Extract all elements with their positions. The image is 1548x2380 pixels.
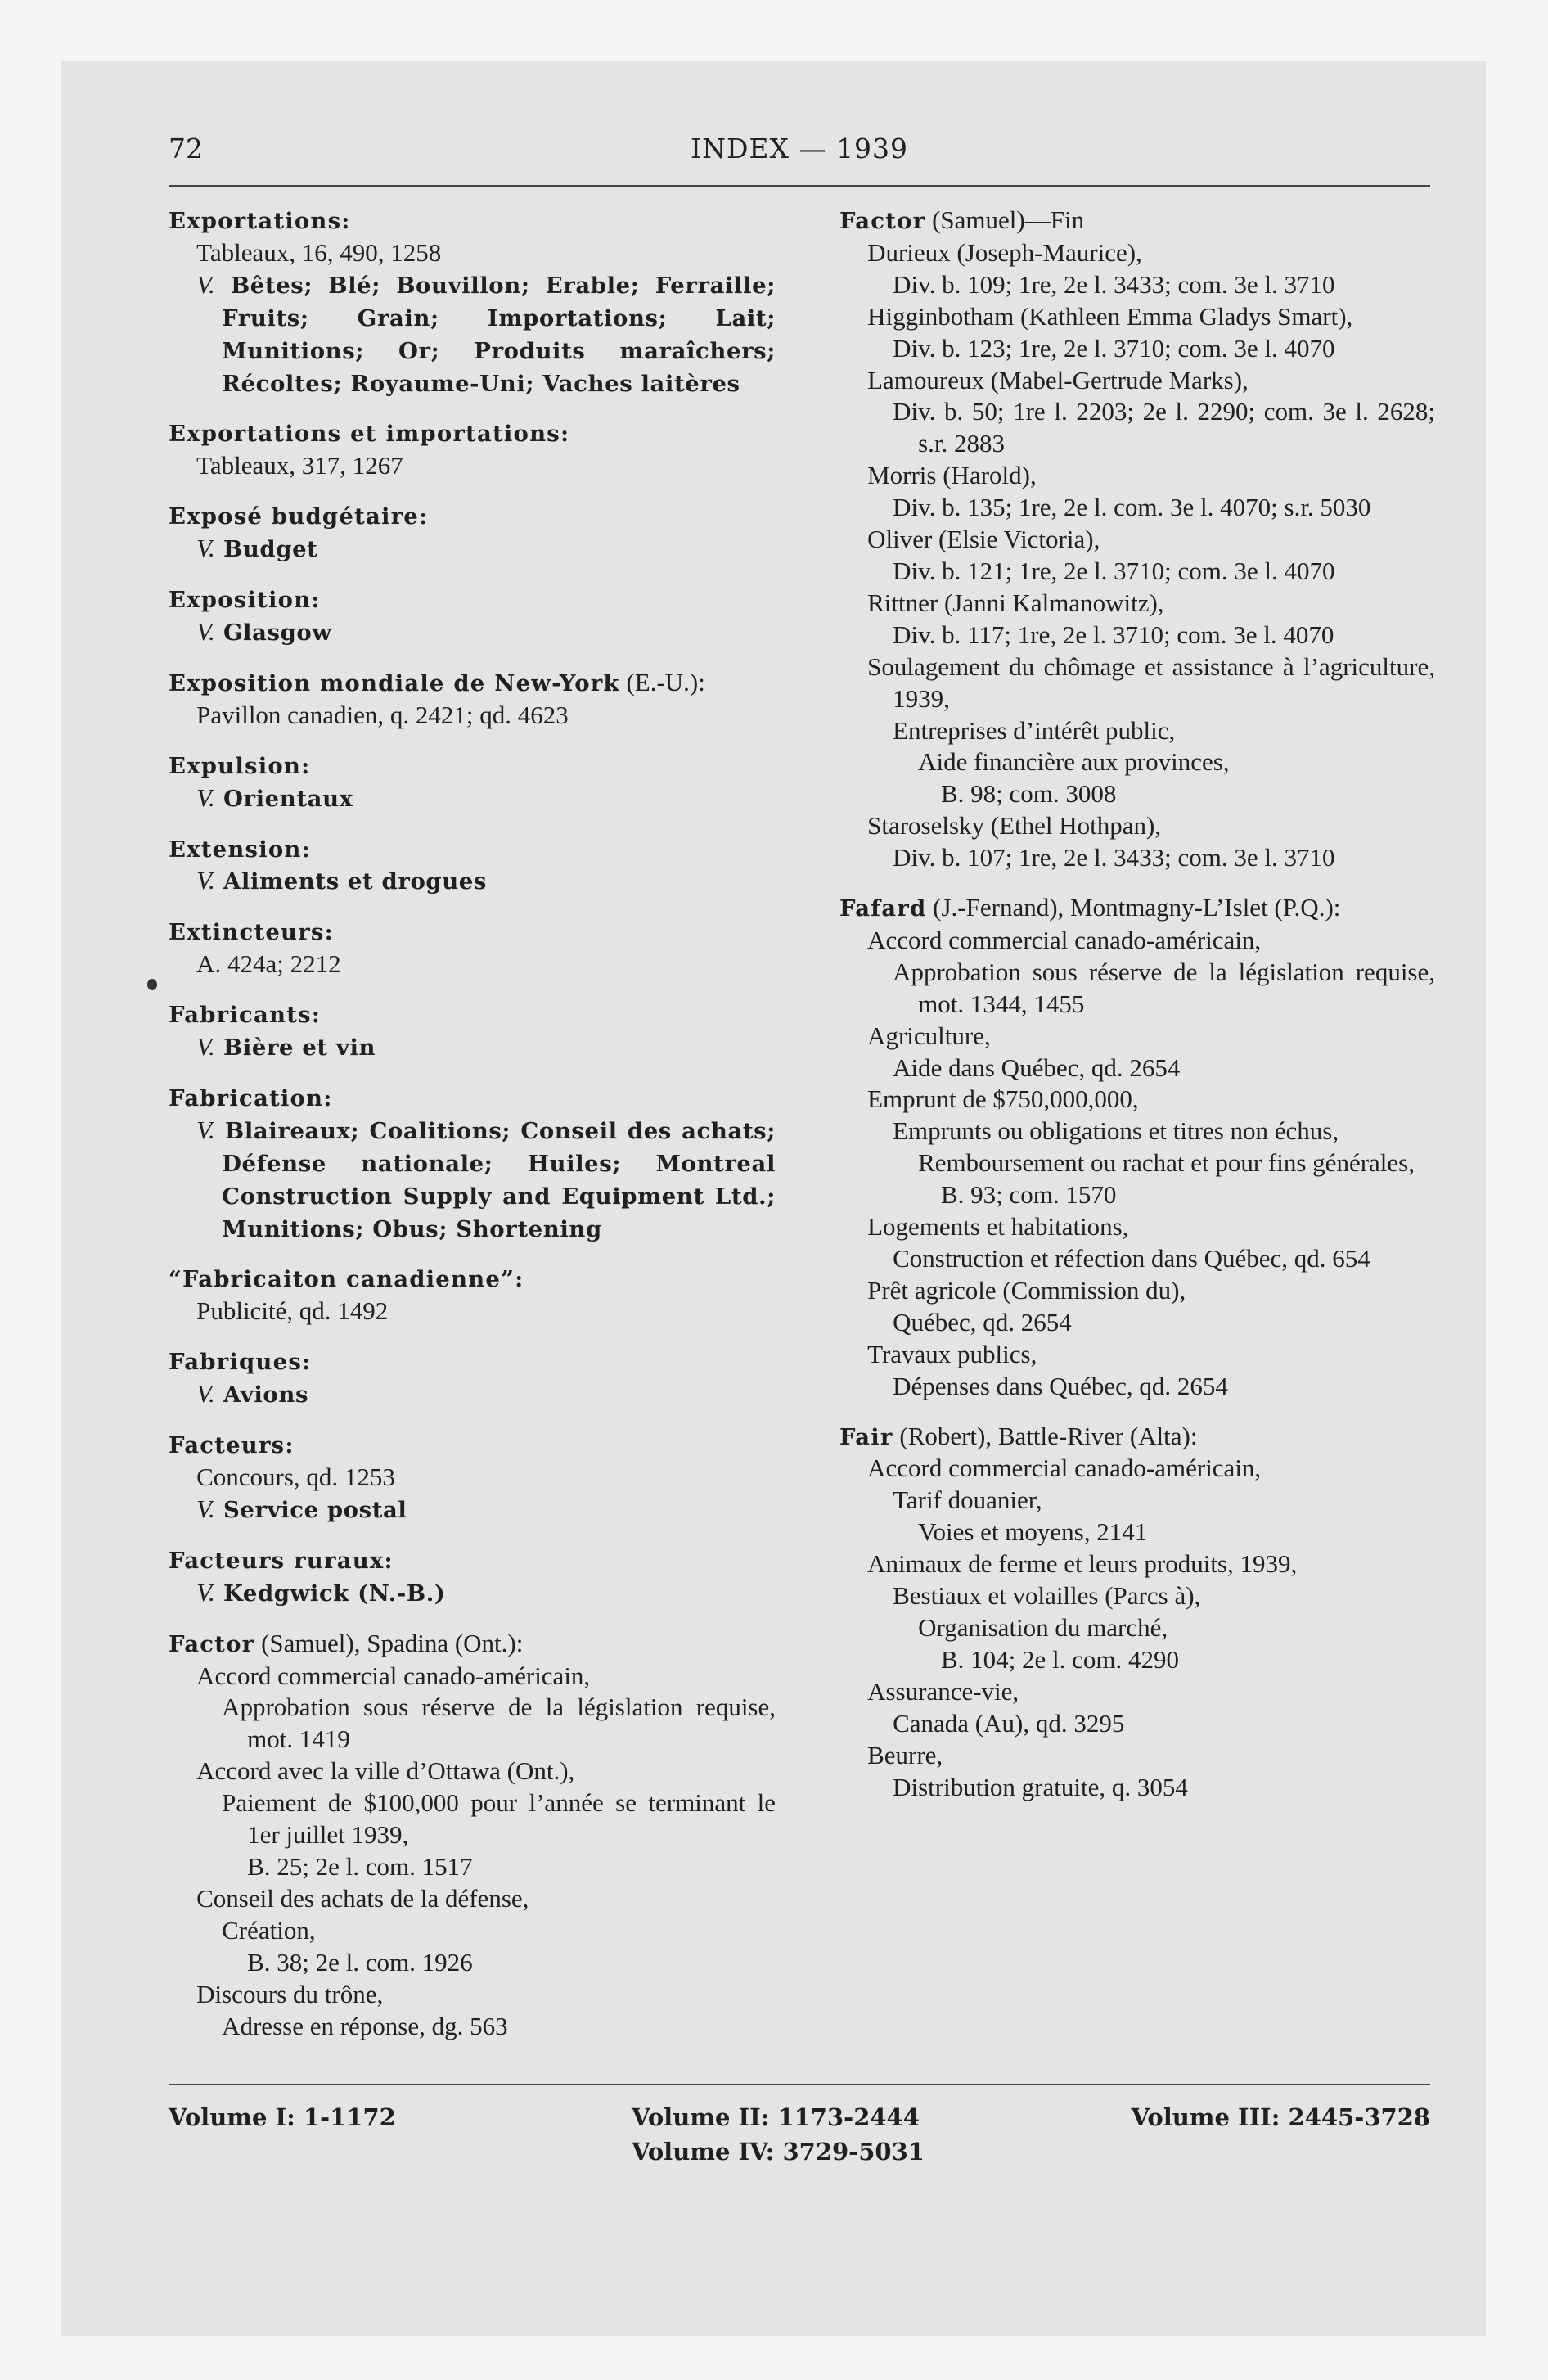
entry-line [839,1021,1435,1053]
entry-heading-term: Exposé budgétaire: [169,503,429,530]
entry-line [839,1453,1435,1485]
see-marker: V. [196,1379,215,1409]
index-entry [169,1346,776,1411]
entry-heading-term: Extension: [169,836,311,863]
entry-heading-term: Fabrication: [169,1084,333,1111]
entry-line [169,1692,776,1756]
line-text: B. 25; 2e l. com. 1517 [247,1851,473,1881]
line-text: B. 98; com. 3008 [941,779,1117,809]
see-marker: V. [196,616,215,646]
entry-line [169,700,776,732]
entry-line [839,1307,1435,1339]
entry-heading-term: Fabriques: [169,1349,312,1376]
line-text: Emprunts ou obligations et titres non échus, [893,1116,1339,1146]
line-text: Oliver (Elsie Victoria), [867,525,1100,554]
line-text: Higginbotham (Kathleen Emma Gladys Smart), [867,301,1353,331]
entry-line [169,237,776,269]
page-number: 72 [169,133,203,165]
line-text: Div. b. 123; 1re, 2e l. 3710; com. 3e l. 4070 [893,333,1335,363]
line-text: Accord avec la ville d’Ottawa (Ont.), [196,1756,575,1786]
entry-line [839,365,1435,397]
entry-line [839,333,1435,365]
line-text: Aide financière aux provinces, [918,747,1230,777]
line-text: Animaux de ferme et leurs produits, 1939, [867,1549,1298,1579]
entry-heading [169,1628,776,1661]
entry-line [839,396,1435,460]
line-text: Création, [222,1915,316,1945]
page-title: INDEX — 1939 [691,133,908,165]
line-text: Div. b. 135; 1re, 2e l. com. 3e l. 4070; s.r. 5030 [893,493,1371,522]
entry-line [169,1851,776,1883]
entry-line [169,269,776,400]
entry-line [839,1084,1435,1116]
index-entry [169,1429,776,1526]
line-text: Aide dans Québec, qd. 2654 [893,1053,1181,1082]
entry-line [839,1371,1435,1403]
entry-line [169,1661,776,1693]
see-marker: V. [196,534,215,563]
line-text: Publicité, qd. 1492 [196,1296,389,1326]
line-text: B. 104; 2e l. com. 4290 [941,1644,1180,1674]
line-text: Bestiaux et volailles (Parcs à), [893,1581,1201,1611]
see-reference: Bière et vin [214,1034,376,1062]
entry-line [839,588,1435,620]
footer-volume-4: Volume IV: 3729-5031 [632,2138,925,2166]
entry-line [839,810,1435,842]
entry-line [839,778,1435,810]
index-entry [169,750,776,815]
line-text: Agriculture, [867,1021,991,1050]
line-text: Assurance-vie, [867,1676,1019,1706]
entry-heading-detail: (Samuel), Spadina (Ont.): [254,1628,524,1657]
page-header [169,133,1430,167]
entry-line [839,1676,1435,1708]
entry-line [839,524,1435,556]
footer-volume-3: Volume III: 2445-3728 [1131,2103,1430,2131]
entry-heading [169,1544,776,1577]
entry-line [169,1296,776,1327]
see-reference: Kedgwick (N.-B.) [214,1580,446,1607]
entry-heading-term: Exportations et importations: [169,421,570,448]
see-marker: V. [196,269,215,299]
entry-line [169,1947,776,1979]
line-text: Canada (Au), qd. 3295 [893,1708,1125,1738]
line-text: A. 424a; 2212 [196,949,341,979]
see-reference: Aliments et drogues [214,868,487,895]
index-entry [839,892,1435,1403]
see-marker: V. [196,1494,215,1523]
entry-line [839,460,1435,492]
entry-heading [169,417,776,450]
entry-heading [169,833,776,866]
line-text: Distribution gratuite, q. 3054 [893,1772,1188,1801]
header-rule [169,185,1430,187]
entry-line [839,1708,1435,1740]
entry-heading-detail: (Samuel)—Fin [925,205,1085,234]
left-column [169,205,776,2060]
footer-volume-2: Volume II: 1173-2444 [632,2103,920,2131]
index-entry [169,417,776,482]
line-text: Div. b. 117; 1re, 2e l. 3710; com. 3e l. 4070 [893,620,1334,649]
line-text: Lamoureux (Mabel-Gertrude Marks), [867,365,1249,394]
line-text: Beurre, [867,1740,943,1769]
entry-heading [169,584,776,616]
line-text: Emprunt de $750,000,000, [867,1084,1139,1114]
entry-line [169,1883,776,1915]
line-text: Conseil des achats de la défense, [196,1883,529,1913]
line-text: Soulagement du chômage et assistance à l’agriculture, 1939, [867,651,1435,713]
line-text: Div. b. 121; 1re, 2e l. 3710; com. 3e l. 4070 [893,556,1335,585]
see-marker: V. [196,1577,215,1607]
line-text: Staroselsky (Ethel Hothpan), [867,811,1162,841]
line-text: Construction et réfection dans Québec, qd. 654 [893,1244,1370,1273]
entry-line [839,1772,1435,1804]
index-entry [169,833,776,899]
entry-heading [169,1346,776,1378]
margin-dot [147,979,157,990]
entry-line [169,1031,776,1064]
line-text: Concours, qd. 1253 [196,1463,395,1491]
line-text: Travaux publics, [867,1339,1037,1368]
entry-line [839,651,1435,715]
index-entry [839,205,1435,874]
entry-line [839,1053,1435,1084]
index-entry [169,584,776,649]
right-column [839,205,1435,1821]
entry-line [839,1740,1435,1772]
entry-heading-term: Factor [169,1630,255,1657]
entry-line [169,1494,776,1526]
footer-rule [169,2084,1430,2085]
line-text: Québec, qd. 2654 [893,1307,1072,1336]
line-text: Discours du trône, [196,1979,384,2008]
line-text: Tarif douanier, [893,1485,1042,1515]
entry-line [839,269,1435,301]
entry-line [839,1339,1435,1371]
see-marker: V. [196,1032,215,1062]
entry-heading [839,892,1435,925]
line-text: Div. b. 109; 1re, 2e l. 3433; com. 3e l. 3710 [893,269,1335,299]
entry-line [169,1378,776,1411]
entry-heading [169,667,776,700]
index-entry [169,1628,776,2043]
entry-line [839,237,1435,269]
see-reference: Blaireaux; Coalitions; Conseil des achats; Défense nationale; Huiles; Montreal Construction Supply and Equipment Ltd.; Munitions; Obus; Shortening [214,1117,776,1242]
entry-heading [169,750,776,782]
entry-line [839,301,1435,333]
line-text: Div. b. 107; 1re, 2e l. 3433; com. 3e l. 3710 [893,843,1335,872]
entry-line [839,1243,1435,1275]
index-entry [169,1082,776,1246]
line-text: Div. b. 50; 1re l. 2203; 2e l. 2290; com. 3e l. 2628; s.r. 2883 [893,397,1435,458]
entry-line [839,1612,1435,1644]
entry-line [839,925,1435,957]
entry-heading-term: Exportations: [169,208,351,234]
line-text: Accord commercial canado-américain, [867,1454,1262,1483]
index-entry [169,916,776,980]
entry-line [839,1211,1435,1243]
see-reference: Bêtes; Blé; Bouvillon; Erable; Ferraille; Fruits; Grain; Importations; Lait; Munitions; Or; Produits maraîchers; Récoltes; Royaume-Uni; Vaches laitères [214,272,776,397]
entry-heading [169,1082,776,1115]
entry-heading-term: Factor [839,208,926,234]
entry-line [839,746,1435,778]
index-entry [169,1544,776,1610]
entry-heading-term: Extincteurs: [169,919,334,946]
line-text: Voies et moyens, 2141 [918,1517,1148,1547]
entry-line [169,450,776,482]
line-text: Approbation sous réserve de la législation requise, mot. 1344, 1455 [893,957,1435,1018]
see-reference: Glasgow [214,619,332,646]
see-marker: V. [196,1115,215,1144]
entry-line [839,1485,1435,1517]
see-marker: V. [196,782,215,812]
line-text: Adresse en réponse, dg. 563 [222,2011,508,2040]
entry-line [839,715,1435,747]
entry-heading-term: “Fabricaiton canadienne”: [169,1266,524,1293]
entry-line [839,1179,1435,1211]
entry-heading [169,916,776,949]
line-text: Accord commercial canado-américain, [196,1661,591,1690]
line-text: B. 38; 2e l. com. 1926 [247,1947,473,1977]
entry-heading-term: Exposition: [169,587,321,614]
entry-heading [169,1429,776,1462]
entry-line [839,1548,1435,1580]
entry-heading [839,205,1435,237]
line-text: Approbation sous réserve de la législation requise, mot. 1419 [222,1693,776,1754]
entry-line [839,957,1435,1021]
line-text: Durieux (Joseph-Maurice), [867,237,1142,267]
entry-line [839,556,1435,588]
line-text: Morris (Harold), [867,461,1037,490]
entry-line [169,1577,776,1610]
entry-heading [839,1421,1435,1454]
entry-line [169,1756,776,1787]
entry-heading-term: Facteurs ruraux: [169,1547,394,1574]
footer-volumes-2-4 [632,2100,925,2169]
line-text: Paiement de $100,000 pour l’année se terminant le 1er juillet 1939, [222,1788,776,1850]
entry-line [839,1644,1435,1676]
entry-heading-term: Exposition mondiale de New-York [169,669,620,696]
index-entry [169,500,776,566]
line-text: Rittner (Janni Kalmanowitz), [867,588,1164,617]
entry-line [839,492,1435,524]
entry-line [169,1462,776,1494]
entry-line [169,1787,776,1851]
entry-line [169,1915,776,1947]
index-entry [839,1421,1435,1804]
index-entry [169,998,776,1064]
index-entry [169,205,776,399]
entry-heading-term: Fafard [839,895,927,922]
see-reference: Budget [214,536,318,563]
index-entry [169,1263,776,1327]
line-text: Pavillon canadien, q. 2421; qd. 4623 [196,700,569,729]
entry-heading-detail: (J.-Fernand), Montmagny-L’Islet (P.Q.): [926,893,1341,922]
see-marker: V. [196,866,215,895]
entry-heading [169,998,776,1031]
line-text: Tableaux, 16, 490, 1258 [196,237,442,267]
line-text: Entreprises d’intérêt public, [893,715,1176,745]
entry-heading [169,205,776,237]
entry-heading-detail: (Robert), Battle-River (Alta): [893,1421,1198,1450]
entry-line [839,1517,1435,1548]
line-text: Tableaux, 317, 1267 [196,451,403,480]
entry-line [169,949,776,980]
line-text: Remboursement ou rachat et pour fins générales, [918,1148,1415,1178]
entry-line [839,620,1435,651]
entry-line [839,1275,1435,1307]
see-reference: Orientaux [214,785,353,812]
entry-line [169,533,776,566]
line-text: Logements et habitations, [867,1212,1129,1242]
entry-heading [169,1263,776,1296]
entry-line [839,842,1435,874]
entry-line [169,1979,776,2011]
entry-line [839,1580,1435,1612]
line-text: Dépenses dans Québec, qd. 2654 [893,1371,1228,1400]
entry-line [169,782,776,815]
entry-heading-term: Facteurs: [169,1432,295,1459]
line-text: Organisation du marché, [918,1612,1168,1642]
entry-heading-term: Fair [839,1423,893,1450]
entry-heading [169,500,776,533]
footer-volume-1: Volume I: 1-1172 [169,2103,396,2131]
entry-line [839,1147,1435,1179]
entry-line [169,616,776,649]
entry-heading-term: Expulsion: [169,752,311,779]
line-text: Accord commercial canado-américain, [867,925,1262,954]
see-reference: Service postal [214,1496,407,1523]
see-reference: Avions [214,1382,309,1409]
entry-line [169,865,776,898]
entry-line [169,2011,776,2043]
index-entry [169,667,776,732]
entry-line [839,1116,1435,1147]
entry-heading-detail: (E.-U.): [619,667,705,696]
entry-heading-term: Fabricants: [169,1002,322,1029]
line-text: B. 93; com. 1570 [941,1180,1117,1210]
entry-line [169,1115,776,1246]
line-text: Prêt agricole (Commission du), [867,1275,1186,1305]
